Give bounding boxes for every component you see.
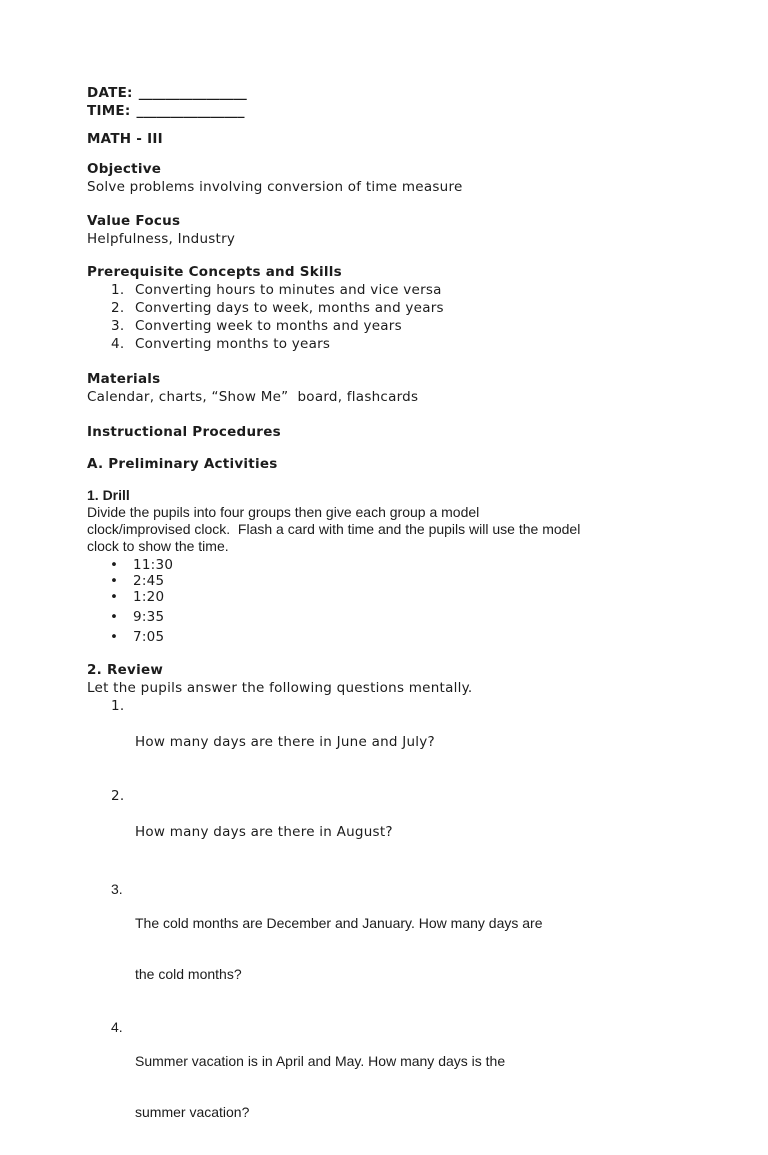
list-number: 4. — [111, 1019, 123, 1035]
drill-body-line: clock to show the time. — [87, 538, 229, 554]
drill-body-line: Divide the pupils into four groups then give each group a model — [87, 504, 480, 520]
list-item — [87, 317, 698, 335]
list-item — [87, 573, 698, 589]
review-question — [87, 1019, 698, 1155]
list-item — [87, 629, 698, 645]
list-item — [87, 609, 698, 625]
question-line: summer vacation? — [135, 1104, 250, 1120]
bullet-icon: • — [110, 589, 119, 605]
question-line: How many days are there in June and July? — [135, 734, 435, 750]
objective-heading: Objective — [87, 161, 162, 177]
drill-time-value: 1:20 — [133, 589, 165, 605]
question-line: the cold months? — [135, 966, 242, 982]
date-blank-field: ________________ — [138, 85, 247, 101]
objective-body: Solve problems involving conversion of time measure — [87, 179, 463, 195]
section-review — [87, 661, 698, 1155]
preliminary-activities-heading: A. Preliminary Activities — [87, 456, 278, 472]
drill-time-value: 2:45 — [133, 573, 165, 589]
list-number: 2. — [111, 788, 125, 804]
review-intro: Let the pupils answer the following questions mentally. — [87, 680, 473, 696]
list-item-text: Converting week to months and years — [135, 318, 402, 334]
section-prerequisite — [87, 263, 698, 353]
section-materials — [87, 370, 698, 406]
list-item-text: Converting months to years — [135, 336, 331, 352]
date-label: DATE: — [87, 85, 133, 101]
time-label: TIME: — [87, 103, 131, 119]
question-text — [135, 697, 698, 787]
materials-heading: Materials — [87, 371, 161, 387]
bullet-icon: • — [110, 609, 119, 625]
drill-time-value: 9:35 — [133, 609, 165, 625]
list-number: 3. — [111, 881, 123, 897]
review-question — [87, 787, 698, 877]
review-question — [87, 881, 698, 1017]
question-text — [135, 1019, 698, 1155]
list-item — [87, 557, 698, 573]
time-blank-field: ________________ — [136, 103, 245, 119]
question-line: Summer vacation is in April and May. How many days is the — [135, 1053, 506, 1069]
materials-body: Calendar, charts, “Show Me” board, flashcards — [87, 389, 419, 405]
prerequisite-heading: Prerequisite Concepts and Skills — [87, 264, 342, 280]
list-item — [87, 335, 698, 353]
drill-time-value: 7:05 — [133, 629, 165, 645]
list-item — [87, 299, 698, 317]
time-line — [87, 102, 698, 120]
list-number: 4. — [111, 336, 125, 352]
list-item-text: Converting days to week, months and years — [135, 300, 444, 316]
bullet-icon: • — [110, 557, 119, 573]
list-item — [87, 589, 698, 605]
value-focus-body: Helpfulness, Industry — [87, 231, 236, 247]
date-line — [87, 84, 698, 102]
list-number: 2. — [111, 300, 125, 316]
bullet-icon: • — [110, 629, 119, 645]
bullet-icon: • — [110, 573, 119, 589]
list-number: 3. — [111, 318, 125, 334]
section-value-focus — [87, 212, 698, 248]
section-drill — [87, 487, 698, 645]
drill-times-list — [87, 557, 698, 645]
list-number: 1. — [111, 282, 125, 298]
list-item-text: Converting hours to minutes and vice versa — [135, 282, 442, 298]
section-objective — [87, 160, 698, 196]
list-item — [87, 281, 698, 299]
drill-heading: 1. Drill — [87, 487, 130, 503]
drill-time-value: 11:30 — [133, 557, 174, 573]
subject-title: MATH - III — [87, 131, 163, 147]
review-heading: 2. Review — [87, 662, 164, 678]
list-number: 1. — [111, 698, 125, 714]
question-line: How many days are there in August? — [135, 824, 393, 840]
drill-body-line: clock/improvised clock. Flash a card with time and the pupils will use the model — [87, 521, 581, 537]
question-line: The cold months are December and January. How many days are — [135, 915, 543, 931]
instructional-procedures-heading: Instructional Procedures — [87, 424, 281, 440]
review-question — [87, 697, 698, 787]
question-text — [135, 881, 698, 1017]
value-focus-heading: Value Focus — [87, 213, 181, 229]
question-text — [135, 787, 698, 877]
